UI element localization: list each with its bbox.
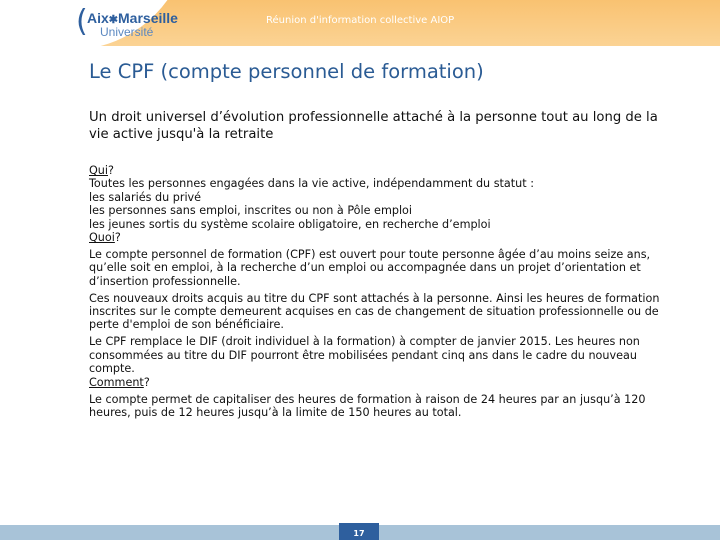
logo-text-aix: Aix [87, 10, 109, 26]
quoi-heading-line: Quoi? [89, 231, 121, 245]
qui-line: les personnes sans emploi, inscrites ou non à Pôle emploi [89, 204, 413, 218]
qui-heading: Qui [89, 164, 109, 177]
quoi-paragraph [89, 335, 669, 389]
qui-line: les salariés du privé [89, 190, 202, 204]
logo-star-icon: ✱ [108, 14, 119, 26]
quoi-paragraph: Ces nouveaux droits acquis au titre du CPF sont attachés à la personne. Ainsi les heures de formation inscrites sur le compte demeurent acquises en cas de changement de situation professionnelle ou de perte d'emploi de son bénéficiaire. [89, 291, 660, 332]
logo-text-universite: Université [100, 25, 154, 39]
logo-text-marseille: Marseille [118, 10, 178, 26]
quoi-paragraph: Le compte personnel de formation (CPF) est ouvert pour toute personne âgée d’au moins seize ans, qu’elle soit en emploi, à la recherche d’un emploi ou accompagnée dans un projet d’orientation et d’insertion professionnelle. [89, 247, 651, 288]
body-content [89, 164, 669, 423]
comment-heading: Comment [89, 375, 144, 389]
university-logo [76, 4, 196, 44]
slide-title: Le CPF (compte personnel de formation) [89, 60, 484, 83]
qui-line: Toutes les personnes engagées dans la vie active, indépendamment du statut : [89, 177, 534, 191]
page-number: 17 [353, 529, 365, 538]
comment-paragraph: Le compte permet de capitaliser des heures de formation à raison de 24 heures par an jusqu’à 120 heures, puis de 12 heures jusqu’à la limite de 150 heures au total. [89, 392, 646, 419]
quoi-paragraph-text: Le CPF remplace le DIF (droit individuel à la formation) à compter de janvier 2015. Les heures non consommées au titre du DIF pourront être mobilisées pendant cinq ans dans le cadre du nouveau compte. [89, 335, 640, 376]
header-title: Réunion d'information collective AIOP [266, 15, 455, 26]
comment-heading-line: Comment? [89, 375, 150, 389]
qui-line: les jeunes sortis du système scolaire obligatoire, en recherche d’emploi [89, 217, 491, 231]
intro-text: Un droit universel d’évolution professionnelle attaché à la personne tout au long de la vie active jusqu'à la retraite [89, 110, 658, 142]
logo-bracket: ( [76, 4, 88, 39]
section-qui [89, 164, 669, 244]
qui-heading-line: Qui? [89, 164, 114, 177]
quoi-heading: Quoi [89, 231, 115, 245]
